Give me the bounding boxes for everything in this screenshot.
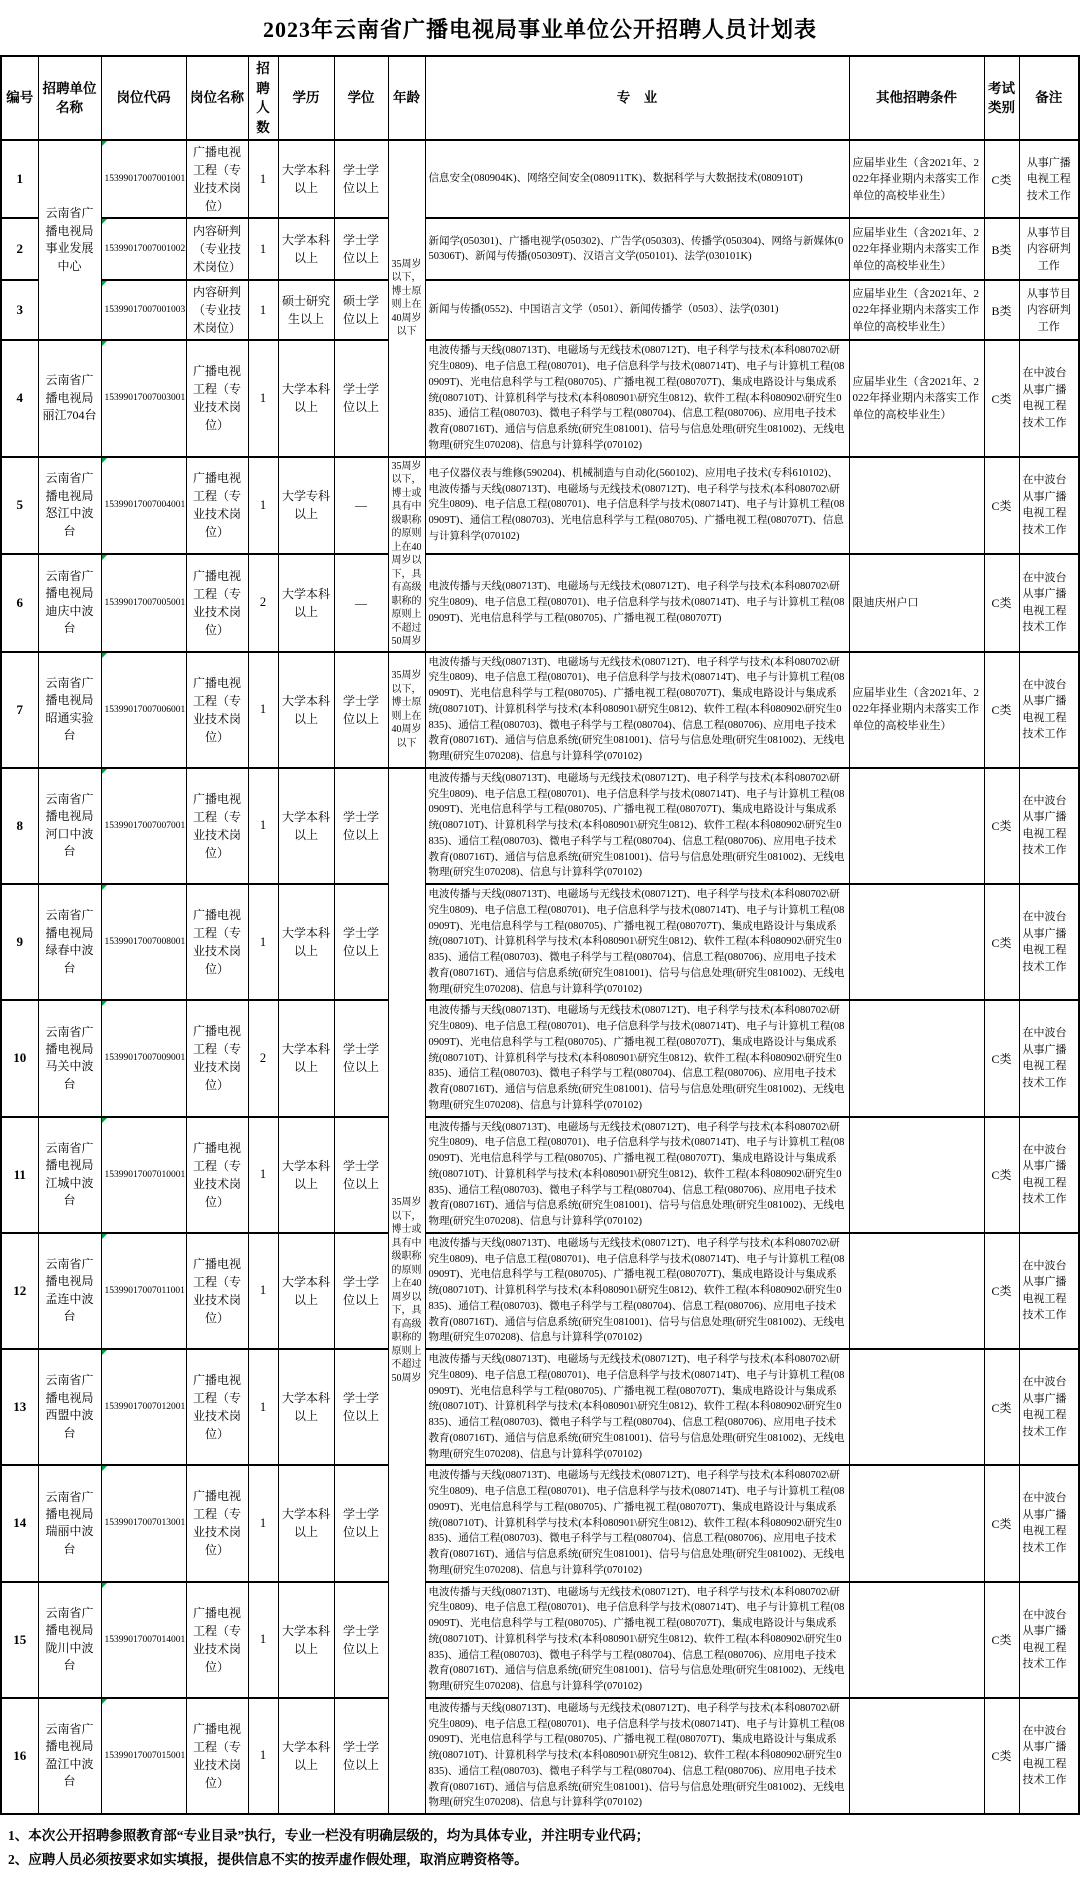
position-cell: 广播电视工程（专业技术岗位） <box>186 457 248 555</box>
col-header-code: 岗位代码 <box>101 56 186 140</box>
table-row <box>1 1117 1079 1233</box>
degree-cell: 学士学位以上 <box>334 1000 388 1116</box>
exam-cell: C类 <box>984 554 1019 652</box>
degree-cell: 硕士学位以上 <box>334 280 388 340</box>
position-cell: 广播电视工程（专业技术岗位） <box>186 1582 248 1698</box>
age-cell: 35周岁以下，博士或具有中级职称的原则上在40周岁以下，具有高级职称的原则上不超过50周岁 <box>388 768 425 1814</box>
remark-cell: 在中波台从事广播电视工程技术工作 <box>1019 1349 1079 1465</box>
conditions-cell: 应届毕业生（含2021年、2022年择业期内未落实工作单位的高校毕业生） <box>849 140 984 218</box>
row-number: 10 <box>1 1000 38 1116</box>
degree-cell: 学士学位以上 <box>334 1465 388 1581</box>
position-cell: 广播电视工程（专业技术岗位） <box>186 1233 248 1349</box>
table-row <box>1 1465 1079 1581</box>
count-cell: 1 <box>248 1698 278 1814</box>
table-row <box>1 1000 1079 1116</box>
remark-cell: 在中波台从事广播电视工程技术工作 <box>1019 652 1079 768</box>
major-cell: 电波传播与天线(080713T)、电磁场与无线技术(080712T)、电子科学与技术(本科080702\研究生0809)、电子信息工程(080701)、电子信息科学与技术(080714T)、电子与计算机工程(080909T)、光电信息科学与工程(080705)、广播电视工程(080707T)、集成电路设计与集成系统(080710T)、计算机科学与技术(本科080901\研究生0812)、软件工程(本科080902\研究生0835)、通信工程(080703)、微电子科学与工程(080704)、信息工程(080706)、应用电子技术教育(080716T)、通信与信息系统(研究生081001)、信号与信息处理(研究生081002)、无线电物理(研究生070208)、信息与计算科学(070102) <box>425 884 849 1000</box>
code-cell <box>101 1582 186 1698</box>
exam-cell: C类 <box>984 1000 1019 1116</box>
education-cell: 大学本科以上 <box>278 218 334 280</box>
code-cell <box>101 1349 186 1465</box>
row-number: 11 <box>1 1117 38 1233</box>
remark-cell: 在中波台从事广播电视工程技术工作 <box>1019 1698 1079 1814</box>
table-row <box>1 1233 1079 1349</box>
table-row <box>1 768 1079 884</box>
unit-cell: 云南省广播电视局绿春中波台 <box>38 884 101 1000</box>
count-cell: 1 <box>248 457 278 555</box>
conditions-cell <box>849 1465 984 1581</box>
age-cell: 35周岁以下，博士或具有中级职称的原则上在40周岁以下，具有高级职称的原则上不超过50周岁 <box>388 457 425 652</box>
education-cell: 大学专科以上 <box>278 457 334 555</box>
code-cell <box>101 1698 186 1814</box>
education-cell: 大学本科以上 <box>278 652 334 768</box>
position-cell: 广播电视工程（专业技术岗位） <box>186 340 248 456</box>
code-cell <box>101 140 186 218</box>
major-cell: 电波传播与天线(080713T)、电磁场与无线技术(080712T)、电子科学与技术(本科080702\研究生0809)、电子信息工程(080701)、电子信息科学与技术(080714T)、电子与计算机工程(080909T)、光电信息科学与工程(080705)、广播电视工程(080707T)、集成电路设计与集成系统(080710T)、计算机科学与技术(本科080901\研究生0812)、软件工程(本科080902\研究生0835)、通信工程(080703)、微电子科学与工程(080704)、信息工程(080706)、应用电子技术教育(080716T)、通信与信息系统(研究生081001)、信号与信息处理(研究生081002)、无线电物理(研究生070208)、信息与计算科学(070102) <box>425 1698 849 1814</box>
count-cell: 1 <box>248 768 278 884</box>
row-number: 2 <box>1 218 38 280</box>
row-number: 3 <box>1 280 38 340</box>
major-cell: 电波传播与天线(080713T)、电磁场与无线技术(080712T)、电子科学与技术(本科080702\研究生0809)、电子信息工程(080701)、电子信息科学与技术(080714T)、电子与计算机工程(080909T)、光电信息科学与工程(080705)、广播电视工程(080707T)、集成电路设计与集成系统(080710T)、计算机科学与技术(本科080901\研究生0812)、软件工程(本科080902\研究生0835)、通信工程(080703)、微电子科学与工程(080704)、信息工程(080706)、应用电子技术教育(080716T)、通信与信息系统(研究生081001)、信号与信息处理(研究生081002)、无线电物理(研究生070208)、信息与计算科学(070102) <box>425 340 849 456</box>
row-number: 13 <box>1 1349 38 1465</box>
education-cell: 大学本科以上 <box>278 884 334 1000</box>
header-row <box>1 56 1079 140</box>
major-cell: 电波传播与天线(080713T)、电磁场与无线技术(080712T)、电子科学与技术(本科080702\研究生0809)、电子信息工程(080701)、电子信息科学与技术(080714T)、电子与计算机工程(080909T)、光电信息科学与工程(080705)、广播电视工程(080707T)、集成电路设计与集成系统(080710T)、计算机科学与技术(本科080901\研究生0812)、软件工程(本科080902\研究生0835)、通信工程(080703)、微电子科学与工程(080704)、信息工程(080706)、应用电子技术教育(080716T)、通信与信息系统(研究生081001)、信号与信息处理(研究生081002)、无线电物理(研究生070208)、信息与计算科学(070102) <box>425 1349 849 1465</box>
education-cell: 大学本科以上 <box>278 1233 334 1349</box>
unit-cell: 云南省广播电视局丽江704台 <box>38 340 101 456</box>
education-cell: 大学本科以上 <box>278 1000 334 1116</box>
row-number: 16 <box>1 1698 38 1814</box>
education-cell: 大学本科以上 <box>278 554 334 652</box>
green-corner-marker <box>102 1466 107 1471</box>
conditions-cell: 应届毕业生（含2021年、2022年择业期内未落实工作单位的高校毕业生） <box>849 280 984 340</box>
degree-cell: 学士学位以上 <box>334 140 388 218</box>
count-cell: 2 <box>248 554 278 652</box>
position-cell: 广播电视工程（专业技术岗位） <box>186 1465 248 1581</box>
code-value: 15399017007012001 <box>104 1402 186 1413</box>
green-corner-marker <box>102 1350 107 1355</box>
exam-cell: C类 <box>984 1349 1019 1465</box>
remark-cell: 在中波台从事广播电视工程技术工作 <box>1019 1000 1079 1116</box>
unit-cell: 云南省广播电视局河口中波台 <box>38 768 101 884</box>
row-number: 1 <box>1 140 38 218</box>
position-cell: 广播电视工程（专业技术岗位） <box>186 1000 248 1116</box>
conditions-cell <box>849 1000 984 1116</box>
position-cell: 广播电视工程（专业技术岗位） <box>186 1117 248 1233</box>
code-value: 15399017007011001 <box>104 1285 185 1296</box>
green-corner-marker <box>102 653 107 658</box>
remark-cell: 在中波台从事广播电视工程技术工作 <box>1019 457 1079 555</box>
green-corner-marker <box>102 341 107 346</box>
degree-cell: 学士学位以上 <box>334 768 388 884</box>
col-header-education: 学历 <box>278 56 334 140</box>
table-row <box>1 340 1079 456</box>
education-cell: 大学本科以上 <box>278 1117 334 1233</box>
unit-cell: 云南省广播电视局孟连中波台 <box>38 1233 101 1349</box>
conditions-cell <box>849 1233 984 1349</box>
degree-cell: 学士学位以上 <box>334 884 388 1000</box>
row-number: 9 <box>1 884 38 1000</box>
remark-cell: 在中波台从事广播电视工程技术工作 <box>1019 884 1079 1000</box>
remark-cell: 从事节目内容研判工作 <box>1019 280 1079 340</box>
count-cell: 1 <box>248 652 278 768</box>
unit-cell: 云南省广播电视局陇川中波台 <box>38 1582 101 1698</box>
code-value: 15399017007006001 <box>104 704 186 715</box>
degree-cell: 学士学位以上 <box>334 1233 388 1349</box>
degree-cell: 学士学位以上 <box>334 218 388 280</box>
unit-cell: 云南省广播电视局盈江中波台 <box>38 1698 101 1814</box>
remark-cell: 在中波台从事广播电视工程技术工作 <box>1019 1117 1079 1233</box>
conditions-cell <box>849 1698 984 1814</box>
unit-cell: 云南省广播电视局马关中波台 <box>38 1000 101 1116</box>
major-cell: 电波传播与天线(080713T)、电磁场与无线技术(080712T)、电子科学与技术(本科080702\研究生0809)、电子信息工程(080701)、电子信息科学与技术(080714T)、电子与计算机工程(080909T)、光电信息科学与工程(080705)、广播电视工程(080707T)、集成电路设计与集成系统(080710T)、计算机科学与技术(本科080901\研究生0812)、软件工程(本科080902\研究生0835)、通信工程(080703)、微电子科学与工程(080704)、信息工程(080706)、应用电子技术教育(080716T)、通信与信息系统(研究生081001)、信号与信息处理(研究生081002)、无线电物理(研究生070208)、信息与计算科学(070102) <box>425 1000 849 1116</box>
major-cell: 电波传播与天线(080713T)、电磁场与无线技术(080712T)、电子科学与技术(本科080702\研究生0809)、电子信息工程(080701)、电子信息科学与技术(080714T)、电子与计算机工程(080909T)、光电信息科学与工程(080705)、广播电视工程(080707T)、集成电路设计与集成系统(080710T)、计算机科学与技术(本科080901\研究生0812)、软件工程(本科080902\研究生0835)、通信工程(080703)、微电子科学与工程(080704)、信息工程(080706)、应用电子技术教育(080716T)、通信与信息系统(研究生081001)、信号与信息处理(研究生081002)、无线电物理(研究生070208)、信息与计算科学(070102) <box>425 652 849 768</box>
major-cell: 电波传播与天线(080713T)、电磁场与无线技术(080712T)、电子科学与技术(本科080702\研究生0809)、电子信息工程(080701)、电子信息科学与技术(080714T)、电子与计算机工程(080909T)、光电信息科学与工程(080705)、广播电视工程(080707T)、集成电路设计与集成系统(080710T)、计算机科学与技术(本科080901\研究生0812)、软件工程(本科080902\研究生0835)、通信工程(080703)、微电子科学与工程(080704)、信息工程(080706)、应用电子技术教育(080716T)、通信与信息系统(研究生081001)、信号与信息处理(研究生081002)、无线电物理(研究生070208)、信息与计算科学(070102) <box>425 1465 849 1581</box>
education-cell: 大学本科以上 <box>278 1582 334 1698</box>
code-value: 15399017007007001 <box>104 820 186 831</box>
table-row <box>1 1698 1079 1814</box>
unit-cell: 云南省广播电视局瑞丽中波台 <box>38 1465 101 1581</box>
recruitment-table <box>0 55 1080 1815</box>
degree-cell: 学士学位以上 <box>334 1349 388 1465</box>
education-cell: 大学本科以上 <box>278 140 334 218</box>
table-row <box>1 554 1079 652</box>
conditions-cell <box>849 1582 984 1698</box>
code-value: 15399017007008001 <box>104 937 186 948</box>
code-value: 15399017007013001 <box>104 1518 186 1529</box>
row-number: 5 <box>1 457 38 555</box>
degree-cell: 学士学位以上 <box>334 1117 388 1233</box>
remark-cell: 在中波台从事广播电视工程技术工作 <box>1019 768 1079 884</box>
major-cell: 新闻学(050301)、广播电视学(050302)、广告学(050303)、传播学(050304)、网络与新媒体(050306T)、新闻与传播(050309T)、汉语言文学(050101)、法学(030101K) <box>425 218 849 280</box>
row-number: 6 <box>1 554 38 652</box>
conditions-cell <box>849 884 984 1000</box>
education-cell: 硕士研究生以上 <box>278 280 334 340</box>
code-cell <box>101 554 186 652</box>
major-cell: 新闻与传播(0552)、中国语言文学（0501）、新闻传播学（0503）、法学(0301) <box>425 280 849 340</box>
code-value: 15399017007014001 <box>104 1634 186 1645</box>
row-number: 7 <box>1 652 38 768</box>
unit-cell: 云南省广播电视局西盟中波台 <box>38 1349 101 1465</box>
footnotes <box>0 1815 1080 1877</box>
code-cell <box>101 652 186 768</box>
conditions-cell: 应届毕业生（含2021年、2022年择业期内未落实工作单位的高校毕业生） <box>849 218 984 280</box>
education-cell: 大学本科以上 <box>278 1465 334 1581</box>
code-cell <box>101 768 186 884</box>
conditions-cell: 应届毕业生（含2021年、2022年择业期内未落实工作单位的高校毕业生） <box>849 652 984 768</box>
degree-cell: — <box>334 457 388 555</box>
position-cell: 内容研判（专业技术岗位） <box>186 218 248 280</box>
code-cell <box>101 1465 186 1581</box>
exam-cell: C类 <box>984 1698 1019 1814</box>
col-header-exam: 考试类别 <box>984 56 1019 140</box>
unit-cell: 云南省广播电视局怒江中波台 <box>38 457 101 555</box>
exam-cell: C类 <box>984 768 1019 884</box>
exam-cell: C类 <box>984 140 1019 218</box>
conditions-cell <box>849 1117 984 1233</box>
age-cell: 35周岁以下，博士原则上在40周岁以下 <box>388 140 425 456</box>
col-header-age: 年龄 <box>388 56 425 140</box>
code-value: 15399017007003001 <box>104 393 186 404</box>
remark-cell: 在中波台从事广播电视工程技术工作 <box>1019 554 1079 652</box>
position-cell: 广播电视工程（专业技术岗位） <box>186 140 248 218</box>
table-row <box>1 884 1079 1000</box>
count-cell: 1 <box>248 1117 278 1233</box>
count-cell: 1 <box>248 1582 278 1698</box>
major-cell: 电子仪器仪表与维修(590204)、机械制造与自动化(560102)、应用电子技术(专科610102)、电波传播与天线(080713T)、电磁场与无线技术(080712T)、电子科学与技术(本科080702\研究生0809)、电子信息工程(080701)、电子信息科学与技术(080714T)、电子与计算机工程(080909T)、通信工程(080703)、光电信息科学与工程(080705)、广播电视工程(080707T)、信息与计算科学(070102) <box>425 457 849 555</box>
green-corner-marker <box>102 219 107 224</box>
exam-cell: C类 <box>984 1465 1019 1581</box>
remark-cell: 从事广播电视工程技术工作 <box>1019 140 1079 218</box>
code-cell <box>101 1233 186 1349</box>
conditions-cell: 限迪庆州户口 <box>849 554 984 652</box>
green-corner-marker <box>102 1118 107 1123</box>
position-cell: 广播电视工程（专业技术岗位） <box>186 652 248 768</box>
exam-cell: C类 <box>984 1233 1019 1349</box>
unit-cell: 云南省广播电视局昭通实验台 <box>38 652 101 768</box>
col-header-major: 专 业 <box>425 56 849 140</box>
green-corner-marker <box>102 1001 107 1006</box>
exam-cell: C类 <box>984 884 1019 1000</box>
code-cell <box>101 340 186 456</box>
green-corner-marker <box>102 1583 107 1588</box>
major-cell: 电波传播与天线(080713T)、电磁场与无线技术(080712T)、电子科学与技术(本科080702\研究生0809)、电子信息工程(080701)、电子信息科学与技术(080714T)、电子与计算机工程(080909T)、光电信息科学与工程(080705)、广播电视工程(080707T)、集成电路设计与集成系统(080710T)、计算机科学与技术(本科080901\研究生0812)、软件工程(本科080902\研究生0835)、通信工程(080703)、微电子科学与工程(080704)、信息工程(080706)、应用电子技术教育(080716T)、通信与信息系统(研究生081001)、信号与信息处理(研究生081002)、无线电物理(研究生070208)、信息与计算科学(070102) <box>425 1582 849 1698</box>
code-value: 15399017007001003 <box>104 305 186 316</box>
major-cell: 信息安全(080904K)、网络空间安全(080911TK)、数据科学与大数据技术(080910T) <box>425 140 849 218</box>
count-cell: 2 <box>248 1000 278 1116</box>
position-cell: 广播电视工程（专业技术岗位） <box>186 1349 248 1465</box>
table-row <box>1 1582 1079 1698</box>
count-cell: 1 <box>248 1465 278 1581</box>
exam-cell: B类 <box>984 280 1019 340</box>
count-cell: 1 <box>248 280 278 340</box>
position-cell: 广播电视工程（专业技术岗位） <box>186 768 248 884</box>
remark-cell: 在中波台从事广播电视工程技术工作 <box>1019 1465 1079 1581</box>
row-number: 8 <box>1 768 38 884</box>
remark-cell: 在中波台从事广播电视工程技术工作 <box>1019 340 1079 456</box>
green-corner-marker <box>102 885 107 890</box>
conditions-cell <box>849 768 984 884</box>
col-header-no: 编号 <box>1 56 38 140</box>
exam-cell: C类 <box>984 1582 1019 1698</box>
conditions-cell <box>849 457 984 555</box>
code-value: 15399017007001001 <box>104 174 186 185</box>
page-title: 2023年云南省广播电视局事业单位公开招聘人员计划表 <box>262 17 817 42</box>
exam-cell: B类 <box>984 218 1019 280</box>
major-cell: 电波传播与天线(080713T)、电磁场与无线技术(080712T)、电子科学与技术(本科080702\研究生0809)、电子信息工程(080701)、电子信息科学与技术(080714T)、电子与计算机工程(080909T)、光电信息科学与工程(080705)、广播电视工程(080707T)、集成电路设计与集成系统(080710T)、计算机科学与技术(本科080901\研究生0812)、软件工程(本科080902\研究生0835)、通信工程(080703)、微电子科学与工程(080704)、信息工程(080706)、应用电子技术教育(080716T)、通信与信息系统(研究生081001)、信号与信息处理(研究生081002)、无线电物理(研究生070208)、信息与计算科学(070102) <box>425 1233 849 1349</box>
position-cell: 广播电视工程（专业技术岗位） <box>186 554 248 652</box>
code-value: 15399017007001002 <box>104 244 186 255</box>
table-row <box>1 1349 1079 1465</box>
green-corner-marker <box>102 769 107 774</box>
count-cell: 1 <box>248 1349 278 1465</box>
degree-cell: 学士学位以上 <box>334 1582 388 1698</box>
row-number: 12 <box>1 1233 38 1349</box>
degree-cell: 学士学位以上 <box>334 1698 388 1814</box>
count-cell: 1 <box>248 140 278 218</box>
remark-cell: 从事节目内容研判工作 <box>1019 218 1079 280</box>
code-cell <box>101 1000 186 1116</box>
exam-cell: C类 <box>984 652 1019 768</box>
education-cell: 大学本科以上 <box>278 768 334 884</box>
major-cell: 电波传播与天线(080713T)、电磁场与无线技术(080712T)、电子科学与技术(本科080702\研究生0809)、电子信息工程(080701)、电子信息科学与技术(080714T)、电子与计算机工程(080909T)、光电信息科学与工程(080705)、广播电视工程(080707T)、集成电路设计与集成系统(080710T)、计算机科学与技术(本科080901\研究生0812)、软件工程(本科080902\研究生0835)、通信工程(080703)、微电子科学与工程(080704)、信息工程(080706)、应用电子技术教育(080716T)、通信与信息系统(研究生081001)、信号与信息处理(研究生081002)、无线电物理(研究生070208)、信息与计算科学(070102) <box>425 768 849 884</box>
row-number: 4 <box>1 340 38 456</box>
code-value: 15399017007010001 <box>104 1169 186 1180</box>
unit-cell: 云南省广播电视局江城中波台 <box>38 1117 101 1233</box>
row-number: 14 <box>1 1465 38 1581</box>
col-header-position: 岗位名称 <box>186 56 248 140</box>
degree-cell: 学士学位以上 <box>334 652 388 768</box>
table-row <box>1 652 1079 768</box>
green-corner-marker <box>102 281 107 286</box>
exam-cell: C类 <box>984 1117 1019 1233</box>
code-cell <box>101 1117 186 1233</box>
table-row <box>1 218 1079 280</box>
remark-cell: 在中波台从事广播电视工程技术工作 <box>1019 1582 1079 1698</box>
col-header-count: 招聘人数 <box>248 56 278 140</box>
table-row <box>1 280 1079 340</box>
code-cell <box>101 280 186 340</box>
col-header-degree: 学位 <box>334 56 388 140</box>
code-value: 15399017007004001 <box>104 500 186 511</box>
count-cell: 1 <box>248 884 278 1000</box>
col-header-remark: 备注 <box>1019 56 1079 140</box>
age-cell: 35周岁以下，博士原则上在40周岁以下 <box>388 652 425 768</box>
col-header-unit: 招聘单位名称 <box>38 56 101 140</box>
table-row <box>1 457 1079 555</box>
position-cell: 内容研判（专业技术岗位） <box>186 280 248 340</box>
education-cell: 大学本科以上 <box>278 1698 334 1814</box>
degree-cell: — <box>334 554 388 652</box>
major-cell: 电波传播与天线(080713T)、电磁场与无线技术(080712T)、电子科学与技术(本科080702\研究生0809)、电子信息工程(080701)、电子信息科学与技术(080714T)、电子与计算机工程(080909T)、光电信息科学与工程(080705)、广播电视工程(080707T)、集成电路设计与集成系统(080710T)、计算机科学与技术(本科080901\研究生0812)、软件工程(本科080902\研究生0835)、通信工程(080703)、微电子科学与工程(080704)、信息工程(080706)、应用电子技术教育(080716T)、通信与信息系统(研究生081001)、信号与信息处理(研究生081002)、无线电物理(研究生070208)、信息与计算科学(070102) <box>425 1117 849 1233</box>
code-value: 15399017007005001 <box>104 597 186 608</box>
green-corner-marker <box>102 458 107 463</box>
code-value: 15399017007015001 <box>104 1750 186 1761</box>
position-cell: 广播电视工程（专业技术岗位） <box>186 884 248 1000</box>
education-cell: 大学本科以上 <box>278 1349 334 1465</box>
position-cell: 广播电视工程（专业技术岗位） <box>186 1698 248 1814</box>
degree-cell: 学士学位以上 <box>334 340 388 456</box>
count-cell: 1 <box>248 340 278 456</box>
green-corner-marker <box>102 1699 107 1704</box>
green-corner-marker <box>102 555 107 560</box>
unit-cell: 云南省广播电视局迪庆中波台 <box>38 554 101 652</box>
exam-cell: C类 <box>984 340 1019 456</box>
footnote-2: 2、应聘人员必须按要求如实填报，提供信息不实的按弄虚作假处理，取消应聘资格等。 <box>8 1851 528 1867</box>
green-corner-marker <box>102 1234 107 1239</box>
unit-cell: 云南省广播电视局事业发展中心 <box>38 140 101 340</box>
exam-cell: C类 <box>984 457 1019 555</box>
green-corner-marker <box>102 141 107 146</box>
row-number: 15 <box>1 1582 38 1698</box>
code-cell <box>101 457 186 555</box>
code-cell <box>101 884 186 1000</box>
code-value: 15399017007009001 <box>104 1053 186 1064</box>
footnote-1: 1、本次公开招聘参照教育部“专业目录”执行，专业一栏没有明确层级的，均为具体专业，并注明专业代码； <box>8 1828 650 1843</box>
count-cell: 1 <box>248 218 278 280</box>
education-cell: 大学本科以上 <box>278 340 334 456</box>
count-cell: 1 <box>248 1233 278 1349</box>
conditions-cell <box>849 1349 984 1465</box>
code-cell <box>101 218 186 280</box>
table-row <box>1 140 1079 218</box>
conditions-cell: 应届毕业生（含2021年、2022年择业期内未落实工作单位的高校毕业生） <box>849 340 984 456</box>
major-cell: 电波传播与天线(080713T)、电磁场与无线技术(080712T)、电子科学与技术(本科080702\研究生0809)、电子信息工程(080701)、电子信息科学与技术(080714T)、电子与计算机工程(080909T)、光电信息科学与工程(080705)、广播电视工程(080707T) <box>425 554 849 652</box>
col-header-conditions: 其他招聘条件 <box>849 56 984 140</box>
remark-cell: 在中波台从事广播电视工程技术工作 <box>1019 1233 1079 1349</box>
